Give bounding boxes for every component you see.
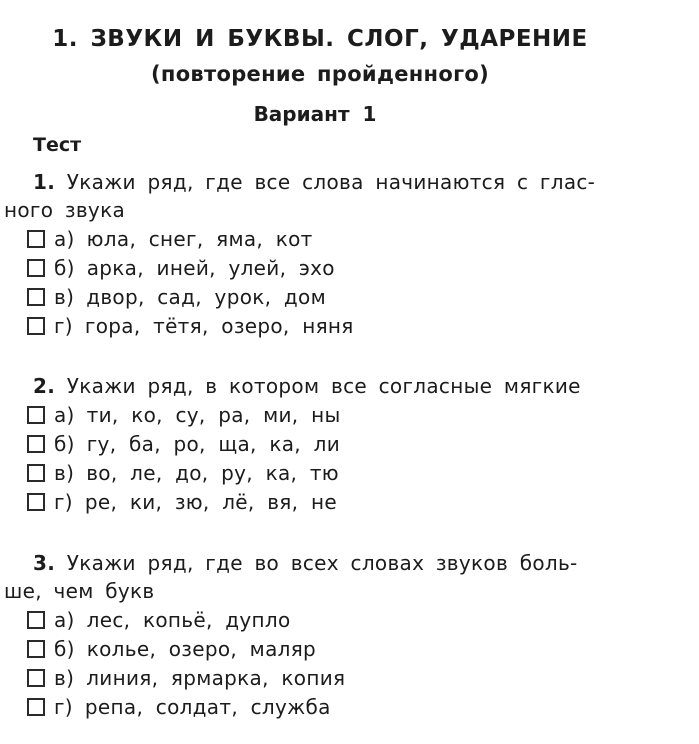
option-text: арка, иней, улей, эхо [86,255,335,280]
option-text: двор, сад, урок, дом [86,284,326,309]
question-3 [0,549,699,721]
option-letter: а) [54,607,75,632]
option-text: во, ле, до, ру, ка, тю [86,460,339,485]
answer-option-b[interactable] [0,253,699,282]
option-text: гора, тётя, озеро, няня [84,313,354,338]
question-text-line1 [0,372,699,400]
checkbox[interactable] [27,435,45,453]
option-letter: б) [54,431,75,456]
option-letter: в) [54,665,75,690]
option-text: линия, ярмарка, копия [86,665,346,690]
option-letter: в) [54,284,75,309]
checkbox[interactable] [27,611,45,629]
option-text: юла, снег, яма, кот [86,226,313,251]
answer-option-a[interactable] [0,224,699,253]
question-1 [0,168,699,340]
question-2 [0,372,699,516]
answer-option-g[interactable] [0,487,699,516]
question-text-line1 [0,168,699,196]
checkbox[interactable] [27,464,45,482]
option-text: репа, солдат, служба [84,694,331,719]
answer-option-a[interactable] [0,400,699,429]
answer-option-v[interactable] [0,282,699,311]
test-label: Тест [33,134,82,156]
option-text: лес, копьё, дупло [86,607,291,632]
checkbox[interactable] [27,406,45,424]
answer-options [0,400,699,516]
option-text: гу, ба, ро, ща, ка, ли [86,431,341,456]
option-letter: б) [54,636,75,661]
answer-option-g[interactable] [0,311,699,340]
answer-option-b[interactable] [0,429,699,458]
option-text: колье, озеро, маляр [86,636,317,661]
question-text-line2: ного звука [4,198,126,222]
answer-option-v[interactable] [0,663,699,692]
page-subtitle: (повторение пройденного) [150,62,489,86]
option-letter: г) [54,694,73,719]
option-letter: а) [54,402,75,427]
question-text-line1 [0,549,699,577]
checkbox[interactable] [27,640,45,658]
question-number: 3. [33,551,56,575]
checkbox[interactable] [27,493,45,511]
question-text: Укажи ряд, в котором все согласные мягкие [66,374,581,398]
question-number: 2. [33,374,56,398]
checkbox[interactable] [27,698,45,716]
option-letter: в) [54,460,75,485]
checkbox[interactable] [27,669,45,687]
answer-option-v[interactable] [0,458,699,487]
answer-options [0,605,699,721]
checkbox[interactable] [27,230,45,248]
checkbox[interactable] [27,259,45,277]
answer-option-g[interactable] [0,692,699,721]
option-letter: г) [54,313,73,338]
answer-option-b[interactable] [0,634,699,663]
option-text: ре, ки, зю, лё, вя, не [84,489,337,514]
page-title: 1. ЗВУКИ И БУКВЫ. СЛОГ, УДАРЕНИЕ [52,26,588,52]
question-text-line2: ше, чем букв [4,579,155,603]
question-number: 1. [33,170,56,194]
option-letter: г) [54,489,73,514]
question-text: Укажи ряд, где во всех словах звуков боль- [66,551,578,575]
checkbox[interactable] [27,288,45,306]
option-letter: а) [54,226,75,251]
option-letter: б) [54,255,75,280]
question-text: Укажи ряд, где все слова начинаются с глас- [66,170,596,194]
option-text: ти, ко, су, ра, ми, ны [86,402,341,427]
checkbox[interactable] [27,317,45,335]
variant-heading: Вариант 1 [253,102,377,126]
answer-option-a[interactable] [0,605,699,634]
answer-options [0,224,699,340]
